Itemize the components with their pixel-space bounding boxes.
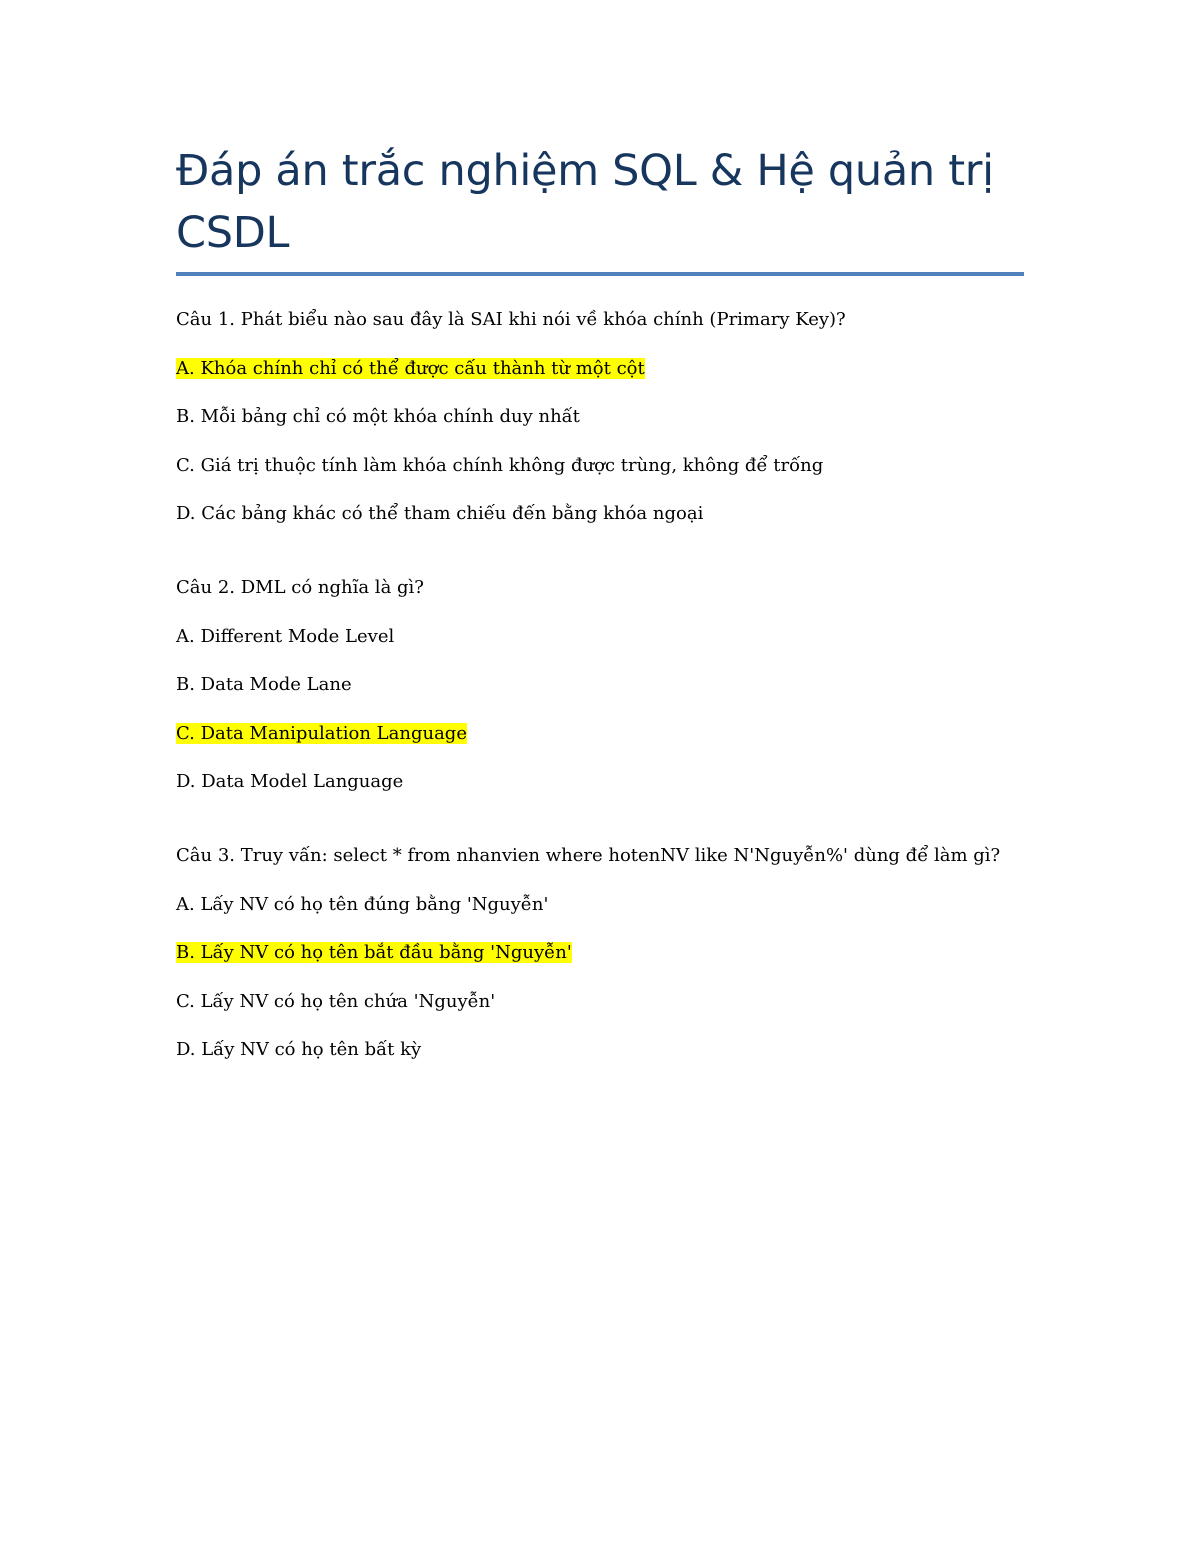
question-stem: Câu 2. DML có nghĩa là gì? <box>176 577 424 598</box>
title-underline-rule <box>176 272 1024 276</box>
option-c <box>176 721 1024 747</box>
option-b: B. Mỗi bảng chỉ có một khóa chính duy nhất <box>176 406 580 427</box>
title-line-2: CSDL <box>176 208 290 258</box>
option-a <box>176 356 1024 382</box>
highlighted-answer: C. Data Manipulation Language <box>176 722 467 744</box>
question-1 <box>176 307 1024 527</box>
highlighted-answer: A. Khóa chính chỉ có thể được cấu thành từ một cột <box>176 357 645 379</box>
question-stem: Câu 1. Phát biểu nào sau đây là SAI khi nói về khóa chính (Primary Key)? <box>176 309 846 330</box>
question-stem: Câu 3. Truy vấn: select * from nhanvien where hotenNV like N'Nguyễn%' dùng để làm gì? <box>176 845 1001 866</box>
question-3 <box>176 843 1024 1063</box>
option-a: A. Different Mode Level <box>176 625 395 647</box>
option-d: D. Data Model Language <box>176 771 404 792</box>
title-line-1: Đáp án trắc nghiệm SQL & Hệ quản trị <box>176 146 994 196</box>
question-2 <box>176 575 1024 795</box>
option-d: D. Lấy NV có họ tên bất kỳ <box>176 1039 422 1060</box>
option-b: B. Data Mode Lane <box>176 674 352 695</box>
option-c: C. Lấy NV có họ tên chứa 'Nguyễn' <box>176 990 496 1012</box>
option-b <box>176 940 1024 966</box>
option-d: D. Các bảng khác có thể tham chiếu đến bằng khóa ngoại <box>176 503 704 524</box>
document-title <box>176 140 1024 264</box>
highlighted-answer: B. Lấy NV có họ tên bắt đầu bằng 'Nguyễn' <box>176 942 572 963</box>
option-a: A. Lấy NV có họ tên đúng bằng 'Nguyễn' <box>176 893 549 915</box>
document-page <box>176 140 1024 1063</box>
option-c: C. Giá trị thuộc tính làm khóa chính không được trùng, không để trống <box>176 454 824 476</box>
